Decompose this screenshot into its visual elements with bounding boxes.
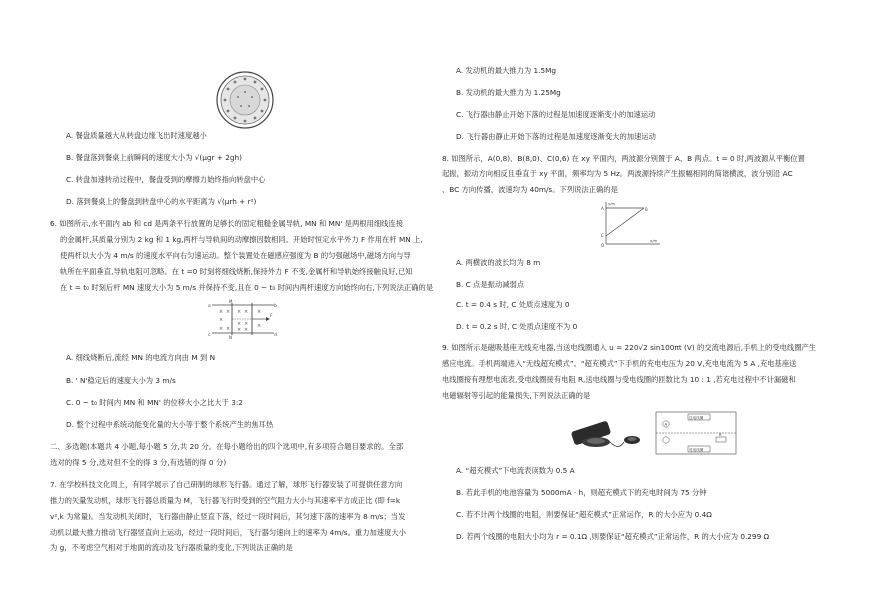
q9-option-a: A. “超充模式”下电流表读数为 0.5 A	[456, 466, 575, 475]
q6-option-d: D. 整个过程中系统动能变化量的大小等于整个系统产生的焦耳热	[66, 420, 274, 429]
q7-option-a: A. 发动机的最大推力为 1.5Mg	[456, 66, 557, 75]
q8-option-c: C. t = 0.4 s 时, C 处质点速度为 0	[456, 300, 570, 309]
q6-label-m: M	[229, 299, 233, 304]
q8-coordinate-figure	[594, 200, 664, 248]
q6-line-1: 6. 如图所示,水平面内 ab 和 cd 是两条平行放置的足够长的固定粗糙金属导轨, MN 和 MN' 是两根用细线连接	[50, 219, 404, 228]
q8-option-d: D. t = 0.2 s 时, C 处质点速度不为 0	[456, 322, 578, 331]
q8-option-b: B. C 点是振动减弱点	[456, 280, 525, 289]
svg-text:×: ×	[237, 327, 242, 333]
svg-text:×: ×	[219, 309, 224, 315]
svg-text:×: ×	[244, 309, 249, 315]
q6-option-a: A. 细线烧断后,流经 MN 的电流方向由 M 到 N	[66, 353, 216, 362]
q7-line-4: 动机以最大推力推动飞行器竖直向上运动，经过一段时间后，飞行器匀速向上的速率为 4m/s。重力加速度大小	[50, 528, 406, 537]
q9-option-d: D. 若两个线圈的电阻大小均为 r = 0.1Ω ,则要保证“超充模式”正常运作，R 的大小应为 0.299 Ω	[456, 532, 770, 541]
q7-option-c: C. 飞行器由静止开始下落的过程是加速度逐渐变小的加速运动	[456, 110, 656, 119]
q7-line-1: 7. 在学校科技文化周上，有同学展示了自己研制的球形飞行器。通过了解，球形飞行器安装了可提供任意方向	[50, 480, 403, 489]
q6-line-3: 使两杆以大小为 4 m/s 的速度水平向右匀速运动。整个装置处在磁感应强度为 B 的匀强磁场中,磁场方向与导	[60, 251, 411, 260]
q7-option-d: D. 飞行器由静止开始下落的过程是加速度逐渐变大的加速运动	[456, 132, 656, 141]
q6-option-c: C. 0 ~ t₀ 时间内 MN 和 MN' 的位移大小之比大于 3:2	[66, 398, 243, 407]
q5-option-b: B. 餐盘落到餐桌上前瞬间的速度大小为 √(μgr + 2gh)	[66, 153, 242, 162]
q6-line-5: 在 t = t₀ 时刻后杆 MN 速度大小为 5 m/s 并保持不变,且在 0 ~ t₀ 时间内两杆速度方向始终向右,下列说法正确的是	[60, 283, 434, 292]
q6-label-d: d	[274, 333, 277, 338]
q7-option-b: B. 发动机的最大推力为 1.25Mg	[456, 88, 561, 97]
q8-label-o: O	[601, 243, 605, 248]
svg-text:×: ×	[237, 309, 242, 315]
section2-line-1: 二、多选题(本题共 4 小题,每小题 5 分,共 20 分。在每小题给出的四个选项中,有多项符合题目要求的。全部	[50, 442, 404, 451]
svg-text:×: ×	[244, 321, 249, 327]
q8-label-x: x/m	[650, 238, 658, 243]
q5-option-c: C. 转盘加速转动过程中，餐盘受到的摩擦力始终指向转盘中心	[66, 175, 266, 184]
q8-line-2: 起振，振动方向相反且垂直于 xy 平面，频率均为 5 Hz。两波源持续产生振幅相同的简谐横波，波分别沿 AC	[442, 169, 793, 178]
turntable-figure	[215, 70, 275, 130]
svg-text:×: ×	[257, 323, 262, 329]
q8-option-a: A. 两横波的波长均为 8 m	[456, 258, 541, 267]
q6-label-c: c	[208, 333, 211, 338]
svg-text:×: ×	[244, 327, 249, 333]
q7-line-5: 为 g，不考虑空气相对于地面的流动及飞行器质量的变化,下列说法正确的是	[50, 543, 293, 552]
q8-line-3: 、BC 方向传播，波速均为 40m/s。下列说法正确的是	[442, 185, 618, 194]
q8-label-a: A	[601, 206, 604, 211]
q8-label-c: C	[601, 233, 604, 238]
q8-line-1: 8. 如图所示，A(0,8)、B(8,0)、C(0,6) 在 xy 平面内，两波源分别置于 A、B 两点。t = 0 时,两波源从平衡位置	[442, 154, 805, 163]
q6-label-f: F	[270, 314, 273, 319]
q8-label-y: y/m	[608, 201, 616, 206]
q9-line-4: 电磁辐射等引起的能量损失,下列说法正确的是	[442, 391, 591, 400]
q6-line-4: 轨所在平面垂直,导轨电阻可忽略。在 t =0 时刻将细线烧断,保持外力 F 不变,金属杆和导轨始终接触良好,已知	[60, 267, 413, 276]
q6-line-2: 的金属杆,其质量分别为 2 kg 和 1 kg,两杆与导轨间的动摩擦因数相同。开始时恒定水平外力 F 作用在杆 MN 上,	[60, 235, 423, 244]
q9-option-b: B. 若此手机的电池容量为 5000mA · h，则超充模式下的充电时间为 75 分钟	[456, 488, 707, 497]
q6-label-b: b	[274, 304, 277, 309]
q5-option-d: D. 落到餐桌上的餐盘到转盘中心的水平距离为 √(μrh + r²)	[66, 197, 257, 206]
q6-option-b: B. ' N'稳定后的速度大小为 3 m/s	[66, 376, 176, 385]
svg-text:×: ×	[226, 326, 231, 332]
svg-text:×: ×	[219, 317, 224, 323]
svg-text:×: ×	[219, 326, 224, 332]
q6-label-n: N	[229, 335, 232, 339]
svg-text:×: ×	[257, 309, 262, 315]
q7-line-3: v²,k 为常量)。当发动机关闭时，飞行器由静止竖直下落，经过一段时间后，其匀速下落的速率为 8 m/s；当发	[50, 512, 406, 521]
q8-label-b: B	[645, 207, 648, 212]
q7-line-2: 推力的矢量发动机，球形飞行器总质量为 M，飞行器飞行时受到的空气阻力大小与其速率平方成正比 (即 f=k	[50, 496, 401, 505]
q9-line-1: 9. 如图所示是磁吸基座无线充电器,当送电线圈通入 u = 220√2 sin100πt (V) 的交流电源后,手机上的受电线圈产生	[442, 343, 817, 352]
q9-label-send-coil: 送电线圈	[689, 416, 704, 420]
section2-line-2: 选对的得 5 分,选对但不全的得 3 分,有选错的得 0 分)	[50, 458, 227, 467]
q9-charger-figure	[566, 408, 742, 458]
q6-label-a: a	[208, 304, 211, 309]
q6-rails-figure	[208, 299, 278, 339]
q9-label-recv-coil: 受电线圈	[689, 448, 704, 452]
q9-label-resistor: R	[719, 432, 722, 437]
svg-text:×: ×	[226, 309, 231, 315]
q9-option-c: C. 若不计两个线圈的电阻，则要保证“超充模式”正常运作，R 的大小应为 0.4Ω	[456, 510, 712, 519]
q9-label-ammeter: A	[664, 421, 668, 427]
q5-option-a: A. 餐盘质量越大从转盘边缘飞出时速度越小	[66, 131, 207, 140]
svg-text:×: ×	[237, 321, 242, 327]
q9-line-2: 感应电流。手机两端进入“无线超充模式”。“超充模式”下手机的充电电压为 20 V,充电电流为 5 A ,充电基座送	[442, 359, 797, 368]
q9-line-3: 电线圈接有理想电流表,受电线圈接有电阻 R,送电线圈与受电线圈的匝数比为 10 : 1 ,若充电过程中不计漏磁和	[442, 375, 796, 384]
